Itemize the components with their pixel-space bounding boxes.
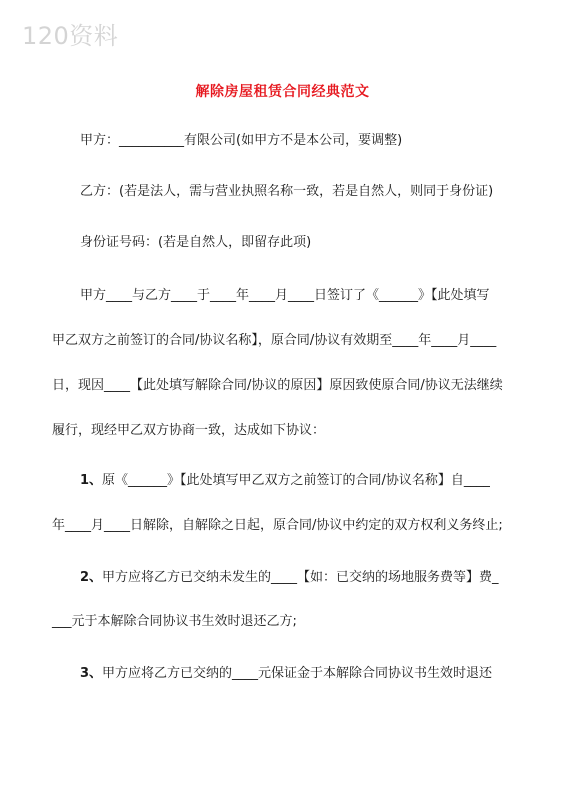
watermark: 120资料 xyxy=(22,22,119,50)
clause-number: 2、 xyxy=(80,570,103,585)
clause-text: 原《______》【此处填写甲乙双方之前签订的合同/协议名称】自____ xyxy=(102,473,490,488)
clause-2-line: ___元于本解除合同协议书生效时退还乙方; xyxy=(52,614,297,629)
clause-text: 甲方应将乙方已交纳的____元保证金于本解除合同协议书生效时退还 xyxy=(102,666,493,681)
clause-2-line xyxy=(80,570,499,586)
clause-1-line xyxy=(80,473,490,489)
clause-number: 1、 xyxy=(80,473,103,488)
clause-text: 甲方应将乙方已交纳未发生的____【如：已交纳的场地服务费等】费_ xyxy=(102,570,499,585)
intro-paragraph-line: 日，现因____【此处填写解除合同/协议的原因】原因致使原合同/协议无法继续 xyxy=(52,378,503,393)
intro-paragraph-line: 甲乙双方之前签订的合同/协议名称】，原合同/协议有效期至____年____月____ xyxy=(52,333,497,348)
party-a-line: 甲方：__________有限公司(如甲方不是本公司，要调整) xyxy=(80,133,403,148)
clause-1-line: 年____月____日解除，自解除之日起，原合同/协议中约定的双方权利义务终止; xyxy=(52,518,503,533)
clause-number: 3、 xyxy=(80,666,103,681)
document-title: 解除房屋租赁合同经典范文 xyxy=(195,84,370,100)
id-number-line: 身份证号码：(若是自然人，即留存此项) xyxy=(80,235,312,250)
party-b-line: 乙方：(若是法人，需与营业执照名称一致，若是自然人，则同于身份证) xyxy=(80,184,494,199)
intro-paragraph-line: 甲方____与乙方____于____年____月____日签订了《______》【此处填写 xyxy=(80,288,490,303)
clause-3-line xyxy=(80,666,492,682)
intro-paragraph-line: 履行，现经甲乙双方协商一致，达成如下协议： xyxy=(52,423,326,438)
